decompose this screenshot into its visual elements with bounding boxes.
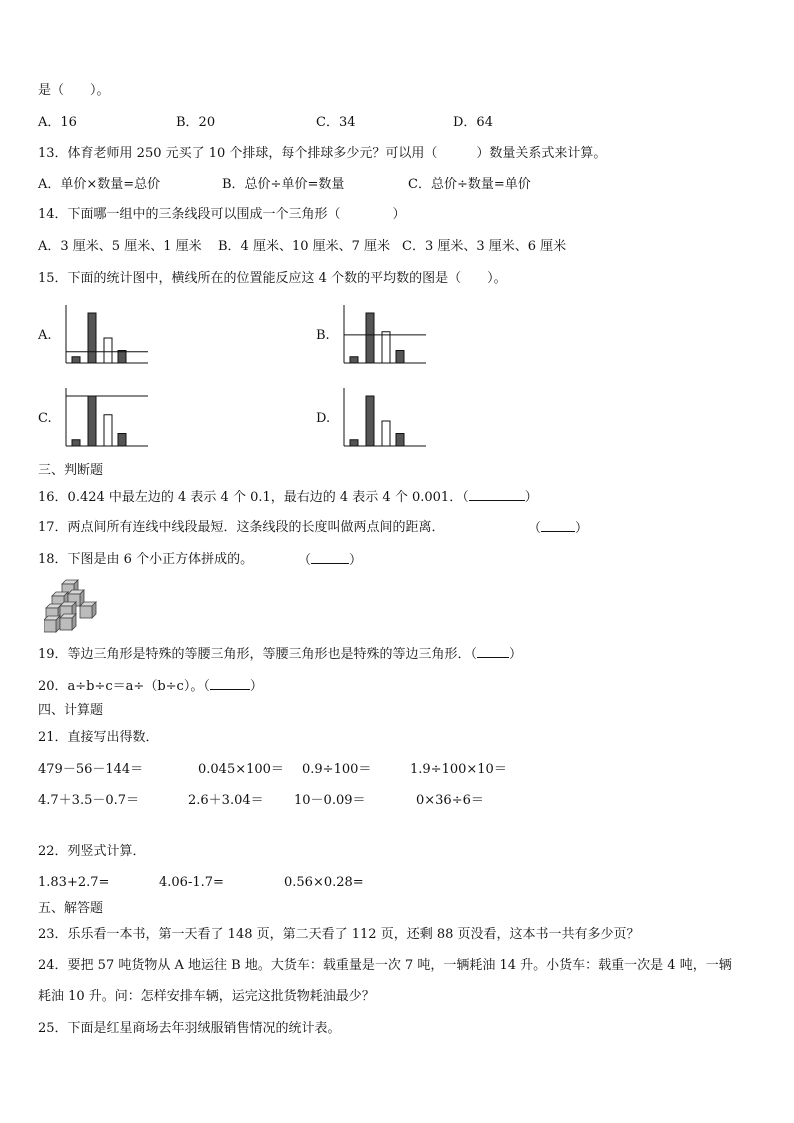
chart-d-bar-2 [366, 396, 374, 446]
q16-text: 16．0.424 中最左边的 4 表示 4 个 0.1，最右边的 4 表示 4 个 0.001．（ [38, 490, 469, 505]
chart-b-bar-4 [396, 351, 404, 364]
q22-stem: 22．列竖式计算． [38, 844, 146, 859]
q17-answer [528, 519, 588, 538]
q17-text: 17．两点间所有连线中线段最短．这条线段的长度叫做两点间的距离． [38, 520, 445, 535]
q21-expr-1: 479－56－144＝ [38, 762, 144, 777]
q16-paren-close: ） [524, 490, 538, 505]
chart-c-bar-4 [118, 434, 126, 447]
q15-chart-c [62, 388, 152, 450]
q15-chart-a-label: A. [38, 328, 52, 343]
q15-chart-a [62, 305, 152, 367]
section4-heading: 四、计算题 [38, 703, 104, 718]
q21-expr-2: 0.045×100＝ [198, 762, 284, 777]
q13-option-a: A．单价×数量=总价 [38, 177, 161, 192]
q19-text: 19．等边三角形是特殊的等腰三角形，等腰三角形也是特殊的等边三角形．（ [38, 647, 478, 662]
chart-a-bar-2 [88, 313, 96, 363]
chart-c-bar-3 [104, 415, 112, 446]
section3-heading: 三、判断题 [38, 463, 104, 478]
q19-paren-close: ） [509, 647, 523, 662]
q21-expr-8: 0×36÷6＝ [416, 793, 484, 808]
q15-chart-b-label: B. [316, 328, 330, 343]
q19 [38, 645, 522, 664]
chart-c-bar-1 [72, 440, 80, 446]
q15-stem: 15．下面的统计图中，横线所在的位置能反应这 4 个数的平均数的图是（ ）。 [38, 271, 507, 286]
q22-item-1: 1.83+2.7= [38, 875, 110, 890]
chart-d-bar-4 [396, 434, 404, 447]
chart-b-bar-1 [350, 357, 358, 363]
q21-expr-4: 1.9÷100×10＝ [410, 762, 507, 777]
q13-stem: 13．体育老师用 250 元买了 10 个排球，每个排球多少元？可以用（ ）数量关系式来计算。 [38, 146, 607, 161]
q25-text: 25．下面是红星商场去年羽绒服销售情况的统计表。 [38, 1021, 341, 1036]
chart-c-bar-2 [88, 396, 96, 446]
chart-a-bar-1 [72, 357, 80, 363]
q12-tail: 是（ ）。 [38, 83, 110, 98]
q14-option-b: B．4 厘米、10 厘米、7 厘米 [218, 239, 391, 254]
q21-expr-5: 4.7＋3.5－0.7＝ [38, 793, 140, 808]
q15-chart-d [340, 388, 430, 450]
q16-answer-blank[interactable] [469, 488, 525, 501]
q17-answer-blank[interactable] [541, 519, 575, 532]
chart-b-bar-2 [366, 313, 374, 363]
q18-answer [298, 551, 362, 570]
q21-expr-7: 10－0.09＝ [294, 793, 366, 808]
q24-line1: 24．要把 57 吨货物从 A 地运往 B 地。大货车：载重量是一次 7 吨，一辆耗油 14 升。小货车：载重一次是 4 吨，一辆 [38, 958, 732, 973]
chart-a-bar-4 [118, 351, 126, 364]
q12-option-d: D．64 [453, 115, 493, 130]
q15-chart-b [340, 305, 430, 367]
q18-paren-open: （ [298, 553, 312, 568]
q21-expr-6: 2.6＋3.04＝ [188, 793, 264, 808]
chart-b-bar-3 [382, 332, 390, 363]
q21-expr-3: 0.9÷100＝ [302, 762, 372, 777]
q20 [38, 677, 263, 696]
q24-line2: 耗油 10 升。问：怎样安排车辆，运完这批货物耗油最少？ [38, 989, 375, 1004]
chart-a-bar-3 [104, 338, 112, 363]
q17-paren-close: ） [575, 521, 589, 536]
q17-paren-open: （ [528, 521, 542, 536]
cube-stack-figure [44, 578, 100, 634]
q16 [38, 488, 538, 507]
q19-answer-blank[interactable] [477, 645, 509, 658]
q21-stem: 21．直接写出得数． [38, 730, 159, 745]
q14-stem: 14．下面哪一组中的三条线段可以围成一个三角形（ ） [38, 207, 406, 222]
q14-option-a: A．3 厘米、5 厘米、1 厘米 [38, 239, 202, 254]
section5-heading: 五、解答题 [38, 901, 104, 916]
q23-text: 23．乐乐看一本书，第一天看了 148 页，第二天看了 112 页，还剩 88 页没看，这本书一共有多少页？ [38, 927, 640, 942]
q22-item-3: 0.56×0.28= [284, 875, 364, 890]
q18-text: 18．下图是由 6 个小正方体拼成的。 [38, 552, 254, 567]
q13-option-b: B．总价÷单价=数量 [222, 177, 345, 192]
q20-answer-blank[interactable] [210, 677, 250, 690]
q12-option-c: C．34 [316, 115, 356, 130]
q14-option-c: C．3 厘米、3 厘米、6 厘米 [402, 239, 567, 254]
q13-option-c: C．总价÷数量=单价 [408, 177, 531, 192]
q18-paren-close: ） [349, 553, 363, 568]
q22-item-2: 4.06-1.7= [159, 875, 224, 890]
q20-text: 20．a÷b÷c＝a÷（b÷c）。（ [38, 679, 210, 694]
chart-d-bar-3 [382, 421, 390, 446]
q15-chart-d-label: D. [316, 411, 331, 426]
q12-option-b: B．20 [176, 115, 216, 130]
q18-answer-blank[interactable] [311, 551, 349, 564]
q20-paren-close: ） [249, 679, 263, 694]
q15-chart-c-label: C. [38, 411, 52, 426]
chart-d-bar-1 [350, 440, 358, 446]
q12-option-a: A．16 [38, 115, 77, 130]
